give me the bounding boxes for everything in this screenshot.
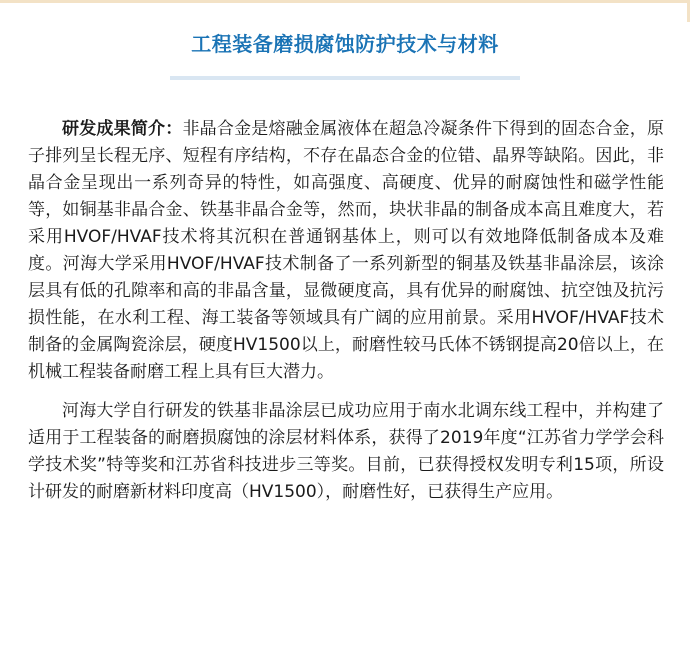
paragraph-2: 河海大学自行研发的铁基非晶涂层已成功应用于南水北调东线工程中，并构建了适用于工程装备的耐磨损腐蚀的涂层材料体系，获得了2019年度“江苏省力学学会科学技术奖”特等奖和江苏省科技进步三等奖。目前，已获得授权发明专利15项，所设计研发的耐磨新材料印度高（HV1500），耐磨性好，已获得生产应用。 [28, 401, 664, 502]
title-container [0, 28, 690, 65]
top-decorative-rule [0, 0, 690, 3]
paragraph-1 [28, 116, 664, 386]
paragraph-1-body: 非晶合金是熔融金属液体在超急冷凝条件下得到的固态合金，原子排列呈长程无序、短程有序结构，不存在晶态合金的位错、晶界等缺陷。因此，非晶合金呈现出一系列奇异的特性，如高强度、高硬度、优异的耐腐蚀性和磁学性能等，如铜基非晶合金、铁基非晶合金等，然而，块状非晶的制备成本高且难度大，若采用HVOF/HVAF技术将其沉积在普通钢基体上，则可以有效地降低制备成本及难度。河海大学采用HVOF/HVAF技术制备了一系列新型的铜基及铁基非晶涂层，该涂层具有低的孔隙率和高的非晶含量，显微硬度高，具有优异的耐腐蚀、抗空蚀及抗污损性能，在水利工程、海工装备等领域具有广阔的应用前景。采用HVOF/HVAF技术制备的金属陶瓷涂层，硬度HV1500以上，耐磨性较马氏体不锈钢提高20倍以上，在机械工程装备耐磨工程上具有巨大潜力。 [28, 119, 665, 382]
title-underline [170, 76, 520, 80]
article-body [28, 116, 664, 518]
article-title: 工程装备磨损腐蚀防护技术与材料 [191, 32, 499, 56]
paragraph-1-lead: 研发成果简介： [62, 119, 183, 139]
